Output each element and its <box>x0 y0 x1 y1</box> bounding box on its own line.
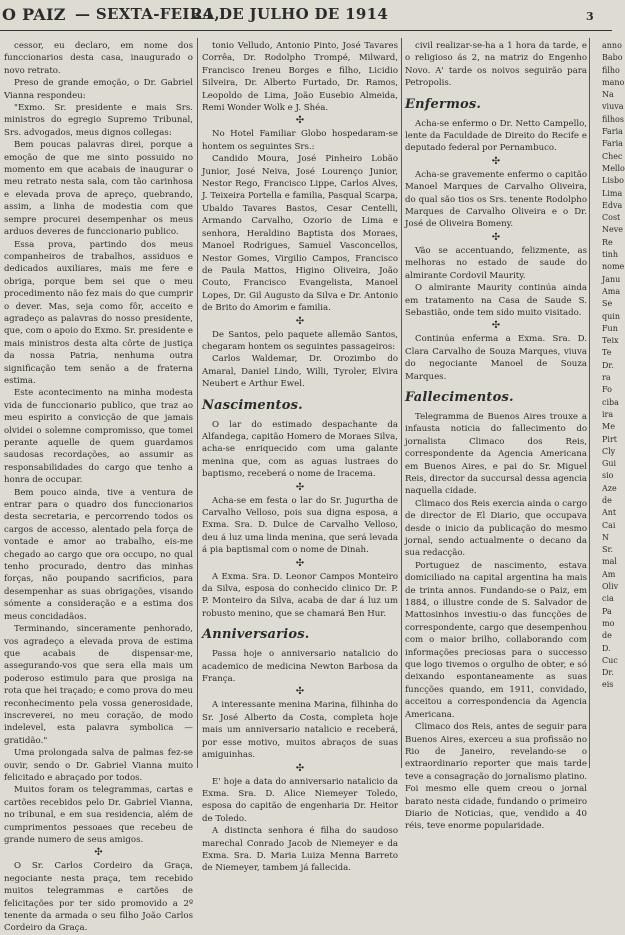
paragraph: D. <box>602 643 611 653</box>
paragraph: Chec <box>602 151 623 161</box>
paragraph: Aze <box>602 483 617 493</box>
paragraph: De Santos, pelo paquete allemão Santos, chegaram hontem os seguintes passageiros: <box>202 329 398 352</box>
paragraph: Faria <box>602 139 623 149</box>
column-4-cropped <box>592 40 625 768</box>
column-rule <box>589 38 590 768</box>
paragraph: Cai <box>602 520 616 530</box>
paragraph: Essa prova, partindo dos meus companheiros de trabalhos, assiduos e dedicados auxiliares, mais me fere e obriga, porque bem sei que o meu procedimento não fez mais do que cumprir o dever. Mas, seja como fôr, acceito e agradeço as palavras do nosso presidente, que, com o apoio do Exmo. Sr. presidente e mais ministros desta alta côrte de justiça da nossa Patria, nenhuma outra significação tem senão a de fraterna estima. <box>4 239 193 386</box>
paragraph: Mello <box>602 163 625 173</box>
paragraph: Edva <box>602 200 623 210</box>
paragraph: Dr. <box>602 668 614 678</box>
paragraph: Cly <box>602 446 616 456</box>
paragraph: Uma prolongada salva de palmas fez-se ouvir, sendo o Dr. Gabriel Vianna muito felicitado e abraçado por todos. <box>4 748 193 783</box>
paragraph: cessor, eu declaro, em nome dos funccionarios desta casa, inaugurado o novo retrato. <box>4 41 193 76</box>
paragraph: Pirt <box>602 434 617 444</box>
paragraph: Janu <box>602 274 621 284</box>
paragraph: Te <box>602 348 612 358</box>
ornament-divider: ✣ <box>295 315 305 327</box>
paragraph: ra <box>602 373 611 383</box>
paragraph: Oliv <box>602 582 619 592</box>
paragraph: Muitos foram os telegrammas, cartas e cartões recebidos pelo Dr. Gabriel Vianna, no tribunal, e em sua residencia, além de cumprimentos pessoaes que recebeu de grande numero de seus amigos. <box>4 785 193 845</box>
paragraph: nome <box>602 262 625 272</box>
paragraph: ira <box>602 409 614 419</box>
ornament-divider: ✣ <box>295 762 305 774</box>
section-heading: Enfermos. <box>405 96 482 112</box>
page-number: 3 <box>586 10 594 23</box>
paragraph: filho <box>602 65 620 75</box>
weekday: — SEXTA-FEIRA, <box>75 5 220 23</box>
paragraph: Climaco dos Reis exercia ainda o cargo de director de El Diario, que occupava desde o inicio da publicação do mesmo jornal, sendo actualmente o decano da sua redacção. <box>405 498 587 559</box>
ornament-divider: ✣ <box>295 481 305 493</box>
paragraph: Bem poucas palavras direi, porque a emoção de que me sinto possuido no momento em que acabais de inaugurar o meu retrato nesta sala, com tão carinhosa e elevada prova de apreço, quebrando, assim, a linha de modestia com que sempre procurei desempenhar os meus arduos deveres de funccionario publico. <box>4 140 193 238</box>
paragraph: Teix <box>602 336 619 346</box>
paragraph: No Hotel Familiar Globo hospedaram-se hontem os seguintes Srs.: <box>202 129 398 152</box>
paragraph: viuva <box>602 102 624 112</box>
paragraph: mo <box>602 618 615 628</box>
paragraph: Cuc <box>602 655 618 665</box>
paragraph: Dr. <box>602 360 614 370</box>
paragraph: tonio Velludo, Antonio Pinto, José Tavares Corrêa, Dr. Rodolpho Trompé, Milward, Francisco Ireneu Borges e filho, Licidio Silveira, Dr. Alberto Furtado, Dr. Ramos, Leopoldo de Lima, João Eusebio Almeida, Remi Wonder Wolk e J. Shéa. <box>202 41 398 114</box>
issue-date: 24 DE JULHO DE 1914 <box>192 5 389 23</box>
paragraph: mal <box>602 557 617 567</box>
paragraph: Climaco dos Reis, antes de seguir para Buenos Aires, exerceu a sua profissão no Rio de Janeiro, revelando-se o extraordinario reporter que mais tarde teve a consagração do jornalismo platino. Foi mesmo elle quem creou o jornal barato nesta cidade, fundando o primeiro Diario de Noticias, que, vendido a 40 réis, teve enorme popularidade. <box>405 722 587 832</box>
column-rule <box>197 38 198 768</box>
ornament-divider: ✣ <box>491 320 501 332</box>
paragraph: Ant <box>602 508 617 518</box>
ornament-divider: ✣ <box>491 155 501 167</box>
paragraph: cia <box>602 594 614 604</box>
paragraph: Continúa enferma a Exma. Sra. D. Clara Carvalho de Souza Marques, viuva do negociante Manoel de Souza Marques. <box>405 334 587 382</box>
section-heading: Anniversarios. <box>202 627 310 643</box>
paragraph: filhos <box>602 114 624 124</box>
ornament-divider: ✣ <box>295 557 305 569</box>
section-heading: Fallecimentos. <box>405 389 514 405</box>
paragraph: Preso de grande emoção, o Dr. Gabriel Vianna respondeu: <box>4 78 193 101</box>
paragraph: Lisbo <box>602 176 624 186</box>
column-rule <box>401 38 402 768</box>
paragraph: Lima <box>602 188 623 198</box>
paragraph: Vão se accentuando, felizmente, as melhoras no estado de saude do almirante Cordovil Maurity. <box>405 245 587 281</box>
paragraph: O Sr. Carlos Cordeiro da Graça, negociante nesta praça, tem recebido muitos telegrammas e cartões de felicitações por ter sido promovido a 2º tenente da armada o seu filho João Carlos Cordeiro da Graça. <box>4 861 193 934</box>
paragraph: Acha-se gravemente enfermo o capitão Manoel Marques de Carvalho Oliveira, do qual são tios os Srs. tenente Rodolpho Marques de Carvalho Oliveira e o Dr. José de Oliveira Bomeny. <box>405 169 587 230</box>
newspaper-name: O PAIZ <box>2 5 66 24</box>
paragraph: Acha-se em festa o lar do Sr. Jugurtha de Carvalho Velloso, pois sua digna esposa, a Exma. Sra. D. Dulce de Carvalho Velloso, deu á luz uma linda menina, que será levada á pia baptismal com o nome de Dinah. <box>202 495 398 556</box>
column-1 <box>4 40 193 934</box>
paragraph: eis <box>602 680 614 690</box>
paragraph: ciba <box>602 397 619 407</box>
paragraph: Acha-se enfermo o Dr. Netto Campello, lente da Faculdade de Direito do Recife e deputado federal por Pernambuco. <box>405 118 587 154</box>
ornament-divider: ✣ <box>94 847 103 859</box>
column-2 <box>202 40 398 874</box>
paragraph: Ama <box>602 286 621 296</box>
ornament-divider: ✣ <box>295 115 305 127</box>
paragraph: Este acontecimento na minha modesta vida de funccionario publico, que traz ao meu espirito a convicção de que jamais olvidei o solemne compromisso, que tomei perante aquelle de quem guardamos saudosas recordações, ao assumir as responsabilidades do cargo que tenho a honra de occupar. <box>4 388 193 486</box>
ornament-divider: ✣ <box>491 231 501 243</box>
paragraph: mano <box>602 77 625 87</box>
paragraph: N <box>602 532 609 542</box>
paragraph: E' hoje a data do anniversario natalicio da Exma. Sra. D. Alice Niemeyer Toledo, esposa do capitão de engenharia Dr. Heitor de Toledo. <box>202 776 398 824</box>
paragraph: Se <box>602 299 613 309</box>
paragraph: Bem pouco ainda, tive a ventura de entrar para o quadro dos funccionarios desta secretaria, e percorrendo todos os cargos de accesso, alentado pela força de vontade e amor ao trabalho, eis-me chegado ao cargo que ora occupo, no qual tenho procurado, dentro das minhas forças, não poupando sacrificios, para desempenhar as suas obrigações, visando sómente a consideração e a estima dos meus concidadãos. <box>4 487 193 622</box>
paragraph: Gui <box>602 459 617 469</box>
ornament-divider: ✣ <box>295 686 305 698</box>
paragraph: A distincta senhora é filha do saudoso marechal Conrado Jacob de Niemeyer e da Exma. Sra. D. Maria Luiza Menna Barreto de Niemeyer, tambem já fallecida. <box>202 826 398 874</box>
paragraph: anno <box>602 41 622 50</box>
paragraph: O almirante Maurity continúa ainda em tratamento na Casa de Saude S. Sebastião, onde tem sido muito visitado. <box>405 283 587 318</box>
paragraph: "Exmo. Sr. presidente e mais Srs. ministros do egregio Supremo Tribunal, Srs. advogados, meus dignos collegas: <box>4 103 193 138</box>
paragraph: Cost <box>602 213 621 223</box>
paragraph: sio <box>602 471 614 481</box>
paragraph: Carlos Waldemar, Dr. Orozimbo do Amaral, Daniel Lindo, Willi, Tyroler, Elvira Neubert e Arthur Ewel. <box>202 354 398 390</box>
paragraph: A Exma. Sra. D. Leonor Campos Monteiro da Silva, esposa do conhecido clinico Dr. P. P. Monteiro da Silva, acaba de dar á luz um robusto menino, que se chamará Ben Hur. <box>202 571 398 619</box>
paragraph: tinh <box>602 250 619 260</box>
paragraph: Fo <box>602 385 612 395</box>
paragraph: A interessante menina Marina, filhinha do Sr. José Alberto da Costa, completa hoje mais um anniversario natalicio e receberá, por esse motivo, muitos abraços de suas amiguinhas. <box>202 700 398 761</box>
paragraph: civil realizar-se-ha a 1 hora da tarde, e o religioso ás 2, na matriz do Engenho Novo. A' tarde os noivos seguirão para Petropolis. <box>405 41 587 89</box>
paragraph: quin <box>602 311 620 321</box>
paragraph: Fun <box>602 323 618 333</box>
paragraph: Neve <box>602 225 623 235</box>
paragraph: Portuguez de nascimento, estava domiciliado na capital argentina ha mais de trinta annos. Fundando-se o Paiz, em 1884, o illustre conde de S. Salvador de Mattosinhos investiu-o das funcções de correspondente, cargo que desempenhou com o maior brilho, collaborando com informações preciosas para o successo que logo tivemos o orgulho de obter, e só deixando espontaneamente as suas funcções quando, em 1911, convidado, acceitou a correspondencia da Agencia Americana. <box>405 560 587 720</box>
paragraph: Telegramma de Buenos Aires trouxe a infausta noticia do fallecimento do jornalista Climaco dos Reis, correspondente da Agencia Americana em Buenos Aires, e pai do Sr. Miguel Reis, director da succursal dessa agencia naquella cidade. <box>405 411 587 497</box>
paragraph: Faria <box>602 127 623 137</box>
paragraph: Terminando, sinceramente penhorado, vos agradeço a elevada prova de estima que acabais de dispensar-me, assegurando-vos que sera ella mais um poderoso estimulo para que prosiga na rota que hei traçado; e como prova do meu reconhecimento pela vossa generosidade, inscreverei, no meu coração, de modo indelevel, esta palavra symbolica — gratidão." <box>4 624 193 746</box>
paragraph: de <box>602 495 612 505</box>
paragraph: Re <box>602 237 613 247</box>
paragraph: Sr. <box>602 545 613 555</box>
paragraph: Babo <box>602 53 623 63</box>
paragraph: Na <box>602 90 614 100</box>
paragraph: O lar do estimado despachante da Alfandega, capitão Homero de Moraes Silva, acha-se enriquecido com uma galante menina que, com as aguas lustraes do baptismo, receberá o nome de Iracema. <box>202 419 398 480</box>
paragraph: Pa <box>602 606 612 616</box>
paragraph: Candido Moura, José Pinheiro Lobão Junior, José Neiva, José Lourenço Junior, Nestor Rego, Francisco Lippe, Carlos Alves, J. Teixeira Portella e familia, Pasqual Scarpa, Ubaldo Tavares Bastos, Cesar Centelli, Armando Carvalho, Ozorio de Lima e senhora, Heraldino Baptista dos Moraes, Manoel Rodrigues, Samuel Vasconcellos, Nestor Gomes, Virgilio Campos, Francisco de Paula Mattos, Higino Oliveira, João Couto, Francisco Evangelista, Manoel Lopes, Dr. Gil Augusto da Silva e Dr. Antonio de Brito do Amorim e familia. <box>202 154 398 314</box>
paragraph: Am <box>602 569 616 579</box>
paragraph: de <box>602 631 612 641</box>
masthead <box>0 0 612 31</box>
column-3 <box>405 40 587 832</box>
paragraph: Me <box>602 422 615 432</box>
section-heading: Nascimentos. <box>202 397 303 413</box>
paragraph: Passa hoje o anniversario natalicio do academico de medicina Newton Barbosa da França. <box>202 649 398 685</box>
